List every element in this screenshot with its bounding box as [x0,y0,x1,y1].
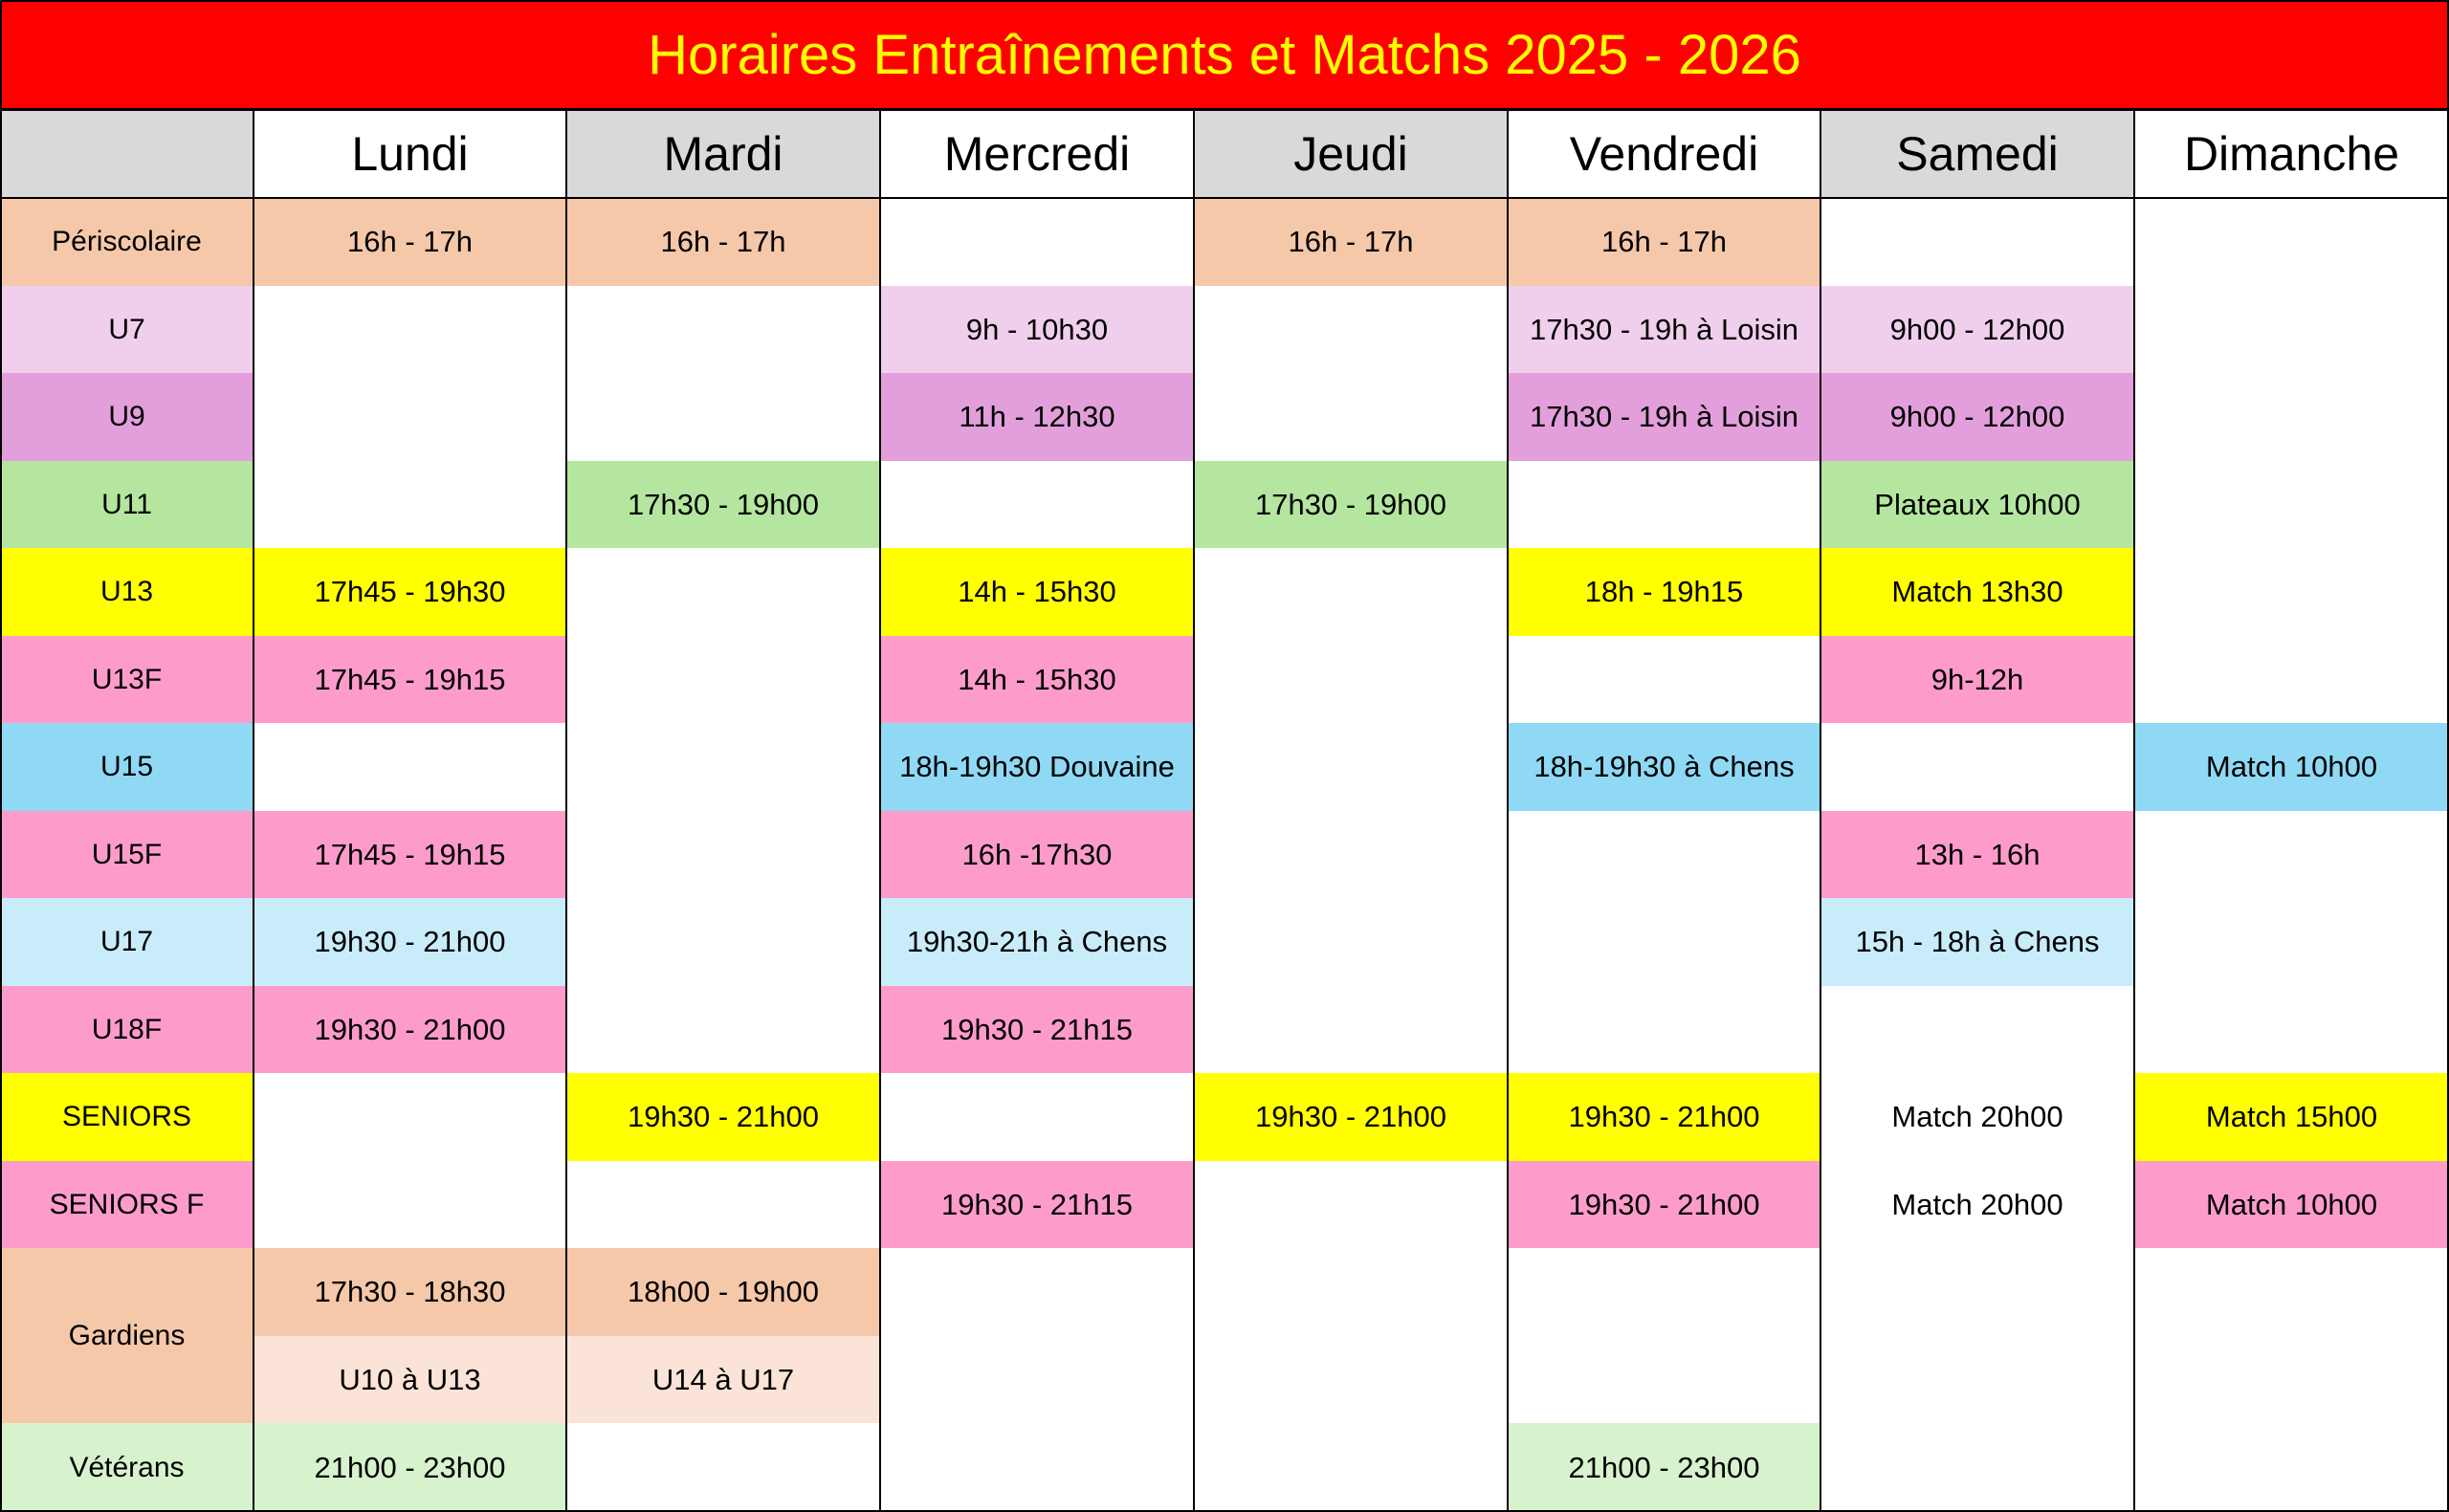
slot-u13f-mercredi: 14h - 15h30 [880,636,1194,723]
row-divider [0,197,2449,199]
slot-u15f-lundi: 17h45 - 19h15 [254,811,566,898]
slot-seniors-jeudi: 19h30 - 21h00 [1194,1073,1508,1161]
slot-u15f-mercredi: 16h -17h30 [880,811,1194,898]
category-u9: U9 [0,373,254,461]
column-divider [1820,110,1821,1512]
category-periscolaire: Périscolaire [0,198,254,286]
category-u15f: U15F [0,811,254,898]
slot-gardiens-lundi-time: 17h30 - 18h30 [254,1248,566,1336]
slot-periscolaire-lundi: 16h - 17h [254,198,566,286]
slot-periscolaire-mardi: 16h - 17h [566,198,880,286]
slot-seniors-f-vendredi: 19h30 - 21h00 [1508,1161,1820,1248]
category-u15: U15 [0,723,254,811]
slot-veterans-vendredi: 21h00 - 23h00 [1508,1423,1820,1512]
day-header-vendredi: Vendredi [1508,110,1820,198]
slot-seniors-dimanche: Match 15h00 [2134,1073,2449,1161]
column-divider [253,110,254,1512]
category-veterans: Vétérans [0,1423,254,1512]
slot-seniors-vendredi: 19h30 - 21h00 [1508,1073,1820,1161]
slot-u17-samedi: 15h - 18h à Chens [1820,898,2134,986]
slot-u15-vendredi: 18h-19h30 à Chens [1508,723,1820,811]
slot-u11-jeudi: 17h30 - 19h00 [1194,461,1508,548]
slot-u15f-samedi: 13h - 16h [1820,811,2134,898]
slot-u9-mercredi: 11h - 12h30 [880,373,1194,461]
category-u7: U7 [0,286,254,373]
slot-u11-mardi: 17h30 - 19h00 [566,461,880,548]
day-header-jeudi: Jeudi [1194,110,1508,198]
slot-u11-samedi: Plateaux 10h00 [1820,461,2134,548]
slot-u13-lundi: 17h45 - 19h30 [254,548,566,636]
slot-seniors-f-dimanche: Match 10h00 [2134,1161,2449,1248]
slot-u17-lundi: 19h30 - 21h00 [254,898,566,986]
column-divider [2133,110,2135,1512]
slot-u7-vendredi: 17h30 - 19h à Loisin [1508,286,1820,373]
slot-seniors-f-mercredi: 19h30 - 21h15 [880,1161,1194,1248]
header-corner [0,110,254,198]
slot-u9-samedi: 9h00 - 12h00 [1820,373,2134,461]
slot-u7-mercredi: 9h - 10h30 [880,286,1194,373]
slot-u13-vendredi: 18h - 19h15 [1508,548,1820,636]
column-divider [565,110,567,1512]
category-u18f: U18F [0,986,254,1073]
slot-u9-vendredi: 17h30 - 19h à Loisin [1508,373,1820,461]
slot-seniors-samedi: Match 20h00 [1820,1073,2134,1161]
category-seniors: SENIORS [0,1073,254,1161]
slot-veterans-lundi: 21h00 - 23h00 [254,1423,566,1512]
page-title: Horaires Entraînements et Matchs 2025 - 2026 [0,0,2449,110]
slot-u13-mercredi: 14h - 15h30 [880,548,1194,636]
category-u17: U17 [0,898,254,986]
slot-u17-mercredi: 19h30-21h à Chens [880,898,1194,986]
day-header-dimanche: Dimanche [2134,110,2449,198]
slot-gardiens-lundi-group: U10 à U13 [254,1336,566,1423]
slot-u7-samedi: 9h00 - 12h00 [1820,286,2134,373]
slot-u18f-lundi: 19h30 - 21h00 [254,986,566,1073]
category-gardiens: Gardiens [0,1248,254,1423]
slot-seniors-mardi: 19h30 - 21h00 [566,1073,880,1161]
slot-periscolaire-vendredi: 16h - 17h [1508,198,1820,286]
slot-u13f-samedi: 9h-12h [1820,636,2134,723]
slot-seniors-f-samedi: Match 20h00 [1820,1161,2134,1248]
slot-u13-samedi: Match 13h30 [1820,548,2134,636]
category-seniors-f: SENIORS F [0,1161,254,1248]
slot-periscolaire-jeudi: 16h - 17h [1194,198,1508,286]
slot-gardiens-mardi-group: U14 à U17 [566,1336,880,1423]
row-divider [0,109,2449,111]
slot-gardiens-mardi-time: 18h00 - 19h00 [566,1248,880,1336]
column-divider [1507,110,1509,1512]
slot-u13f-lundi: 17h45 - 19h15 [254,636,566,723]
slot-u15-dimanche: Match 10h00 [2134,723,2449,811]
day-header-mardi: Mardi [566,110,880,198]
category-u13: U13 [0,548,254,636]
day-header-mercredi: Mercredi [880,110,1194,198]
day-header-lundi: Lundi [254,110,566,198]
column-divider [879,110,881,1512]
slot-u18f-mercredi: 19h30 - 21h15 [880,986,1194,1073]
slot-u15-mercredi: 18h-19h30 Douvaine [880,723,1194,811]
category-u13f: U13F [0,636,254,723]
column-divider [1193,110,1195,1512]
day-header-samedi: Samedi [1820,110,2134,198]
category-u11: U11 [0,461,254,548]
